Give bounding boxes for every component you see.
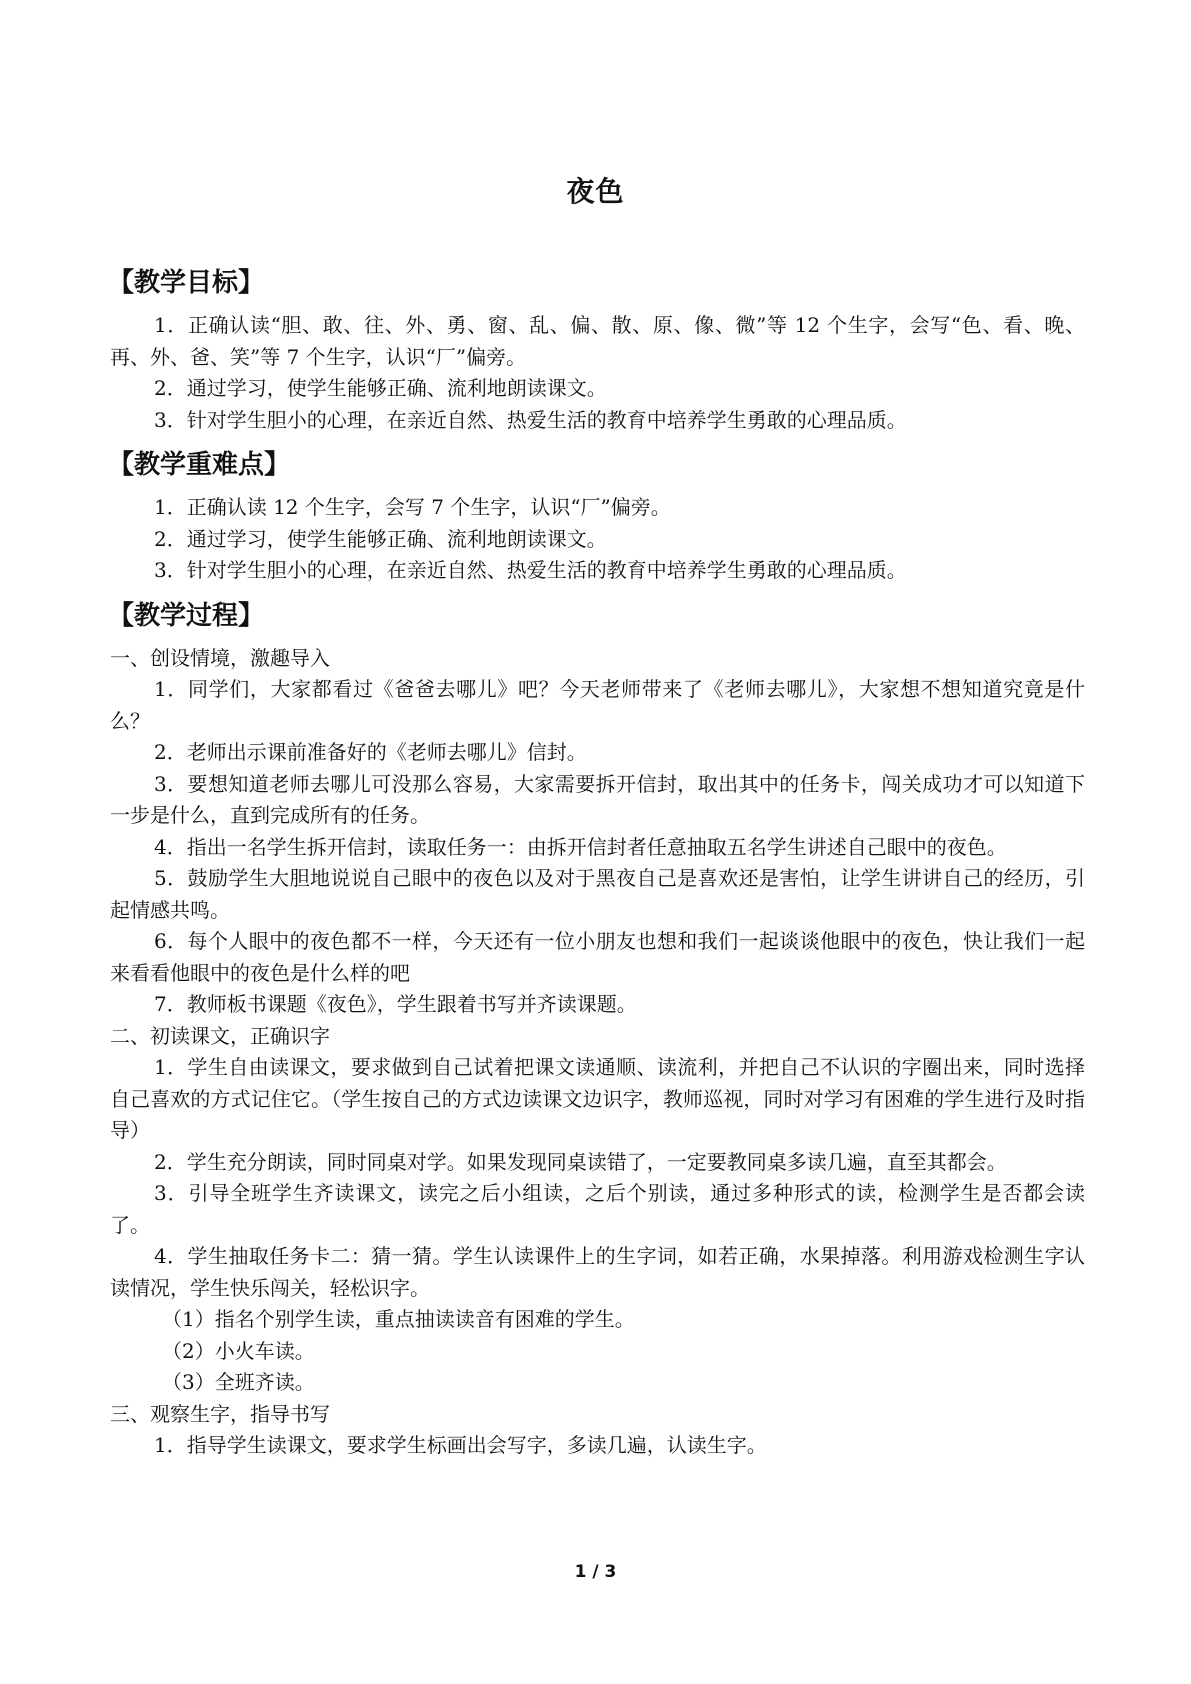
process-subitem: （3）全班齐读。: [162, 1370, 315, 1394]
process-subitem: （2）小火车读。: [162, 1338, 315, 1363]
process-part-title: 二、初读课文，正确识字: [110, 1023, 330, 1048]
process-part-title: 一、创设情境，激趣导入: [110, 645, 330, 670]
process-item: 5．鼓励学生大胆地说说自己眼中的夜色以及对于黑夜自己是喜欢还是害怕，让学生讲讲自己的经历，引起情感共鸣。: [110, 866, 1085, 922]
process-item: 1．指导学生读课文，要求学生标画出会写字，多读几遍，认读生字。: [154, 1433, 767, 1457]
process-item: 4．学生抽取任务卡二：猜一猜。学生认读课件上的生字词，如若正确，水果掉落。利用游戏检测生字认读情况，学生快乐闯关，轻松识字。: [110, 1244, 1085, 1300]
goal-item: 3．针对学生胆小的心理，在亲近自然、热爱生活的教育中培养学生勇敢的心理品质。: [154, 407, 907, 432]
process-item: 4．指出一名学生拆开信封，读取任务一：由拆开信封者任意抽取五名学生讲述自己眼中的夜色。: [154, 834, 1007, 859]
keypoint-item: 3．针对学生胆小的心理，在亲近自然、热爱生活的教育中培养学生勇敢的心理品质。: [154, 558, 907, 582]
section-heading-process: 【教学过程】: [108, 600, 265, 631]
process-subitem: （1）指名个别学生读，重点抽读读音有困难的学生。: [162, 1307, 635, 1331]
page-number: 1 / 3: [574, 1562, 617, 1582]
process-part-title: 三、观察生字，指导书写: [110, 1401, 330, 1426]
keypoint-item: 2．通过学习，使学生能够正确、流利地朗读课文。: [154, 526, 607, 551]
process-item: 1．学生自由读课文，要求做到自己试着把课文读通顺、读流利，并把自己不认识的字圈出来，同时选择自己喜欢的方式记住它。（学生按自己的方式边读课文边识字，教师巡视，同时对学习有困难的学生进行及时指导）: [110, 1055, 1085, 1142]
process-item: 2．老师出示课前准备好的《老师去哪儿》信封。: [154, 740, 587, 764]
keypoint-item: 1．正确认读 12 个生字，会写 7 个生字，认识“厂”偏旁。: [154, 495, 671, 519]
process-item: 2．学生充分朗读，同时同桌对学。如果发现同桌读错了，一定要教同桌多读几遍，直至其都会。: [154, 1149, 1007, 1174]
process-item: 7．教师板书课题《夜色》，学生跟着书写并齐读课题。: [154, 992, 637, 1016]
goal-item: 2．通过学习，使学生能够正确、流利地朗读课文。: [154, 376, 607, 400]
process-item: 3．引导全班学生齐读课文，读完之后小组读，之后个别读，通过多种形式的读，检测学生是否都会读了。: [110, 1181, 1085, 1237]
section-heading-keypoints: 【教学重难点】: [108, 450, 291, 480]
section-heading-goals: 【教学目标】: [108, 268, 265, 298]
process-item: 6．每个人眼中的夜色都不一样，今天还有一位小朋友也想和我们一起谈谈他眼中的夜色，快让我们一起来看看他眼中的夜色是什么样的吧: [110, 929, 1085, 985]
document-body: [110, 262, 1085, 1462]
process-item: 1．同学们，大家都看过《爸爸去哪儿》吧？今天老师带来了《老师去哪儿》，大家想不想知道究竟是什么？: [110, 677, 1085, 733]
process-item: 3．要想知道老师去哪儿可没那么容易，大家需要拆开信封，取出其中的任务卡，闯关成功才可以知道下一步是什么，直到完成所有的任务。: [110, 771, 1085, 827]
document-title: 夜色: [566, 175, 625, 208]
goal-item: 1．正确认读“胆、敢、往、外、勇、窗、乱、偏、散、原、像、微”等 12 个生字，会写“色、看、晚、再、外、爸、笑”等 7 个生字，认识“厂”偏旁。: [110, 313, 1085, 369]
